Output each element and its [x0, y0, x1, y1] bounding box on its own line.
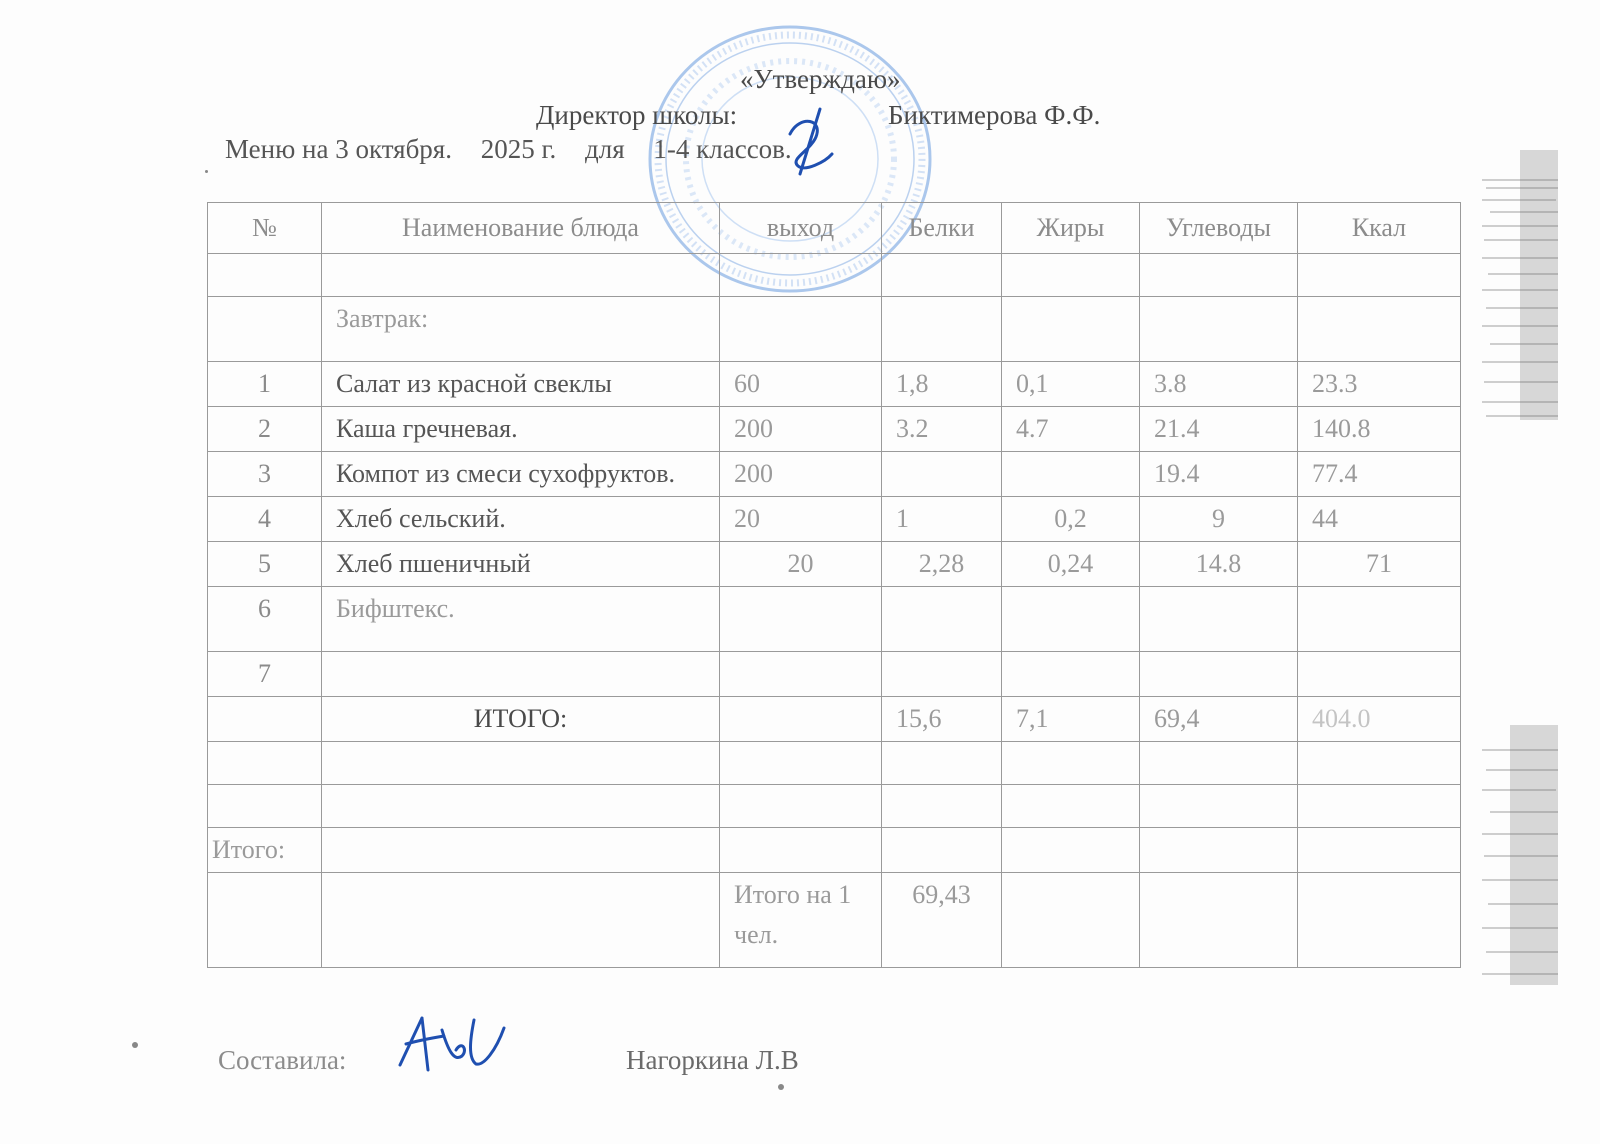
- total-row: [208, 697, 1461, 742]
- dish-kcal: 140.8: [1298, 407, 1461, 452]
- scan-dot: [205, 170, 208, 173]
- section-breakfast: Завтрак:: [322, 297, 720, 362]
- col-fat: Жиры: [1002, 203, 1140, 254]
- approve-heading: «Утверждаю»: [740, 64, 901, 94]
- dish-output: 200: [720, 407, 882, 452]
- dish-name: Хлеб пшеничный: [322, 542, 720, 587]
- director-name: Биктимерова Ф.Ф.: [888, 100, 1101, 130]
- table-row: [208, 407, 1461, 452]
- col-carbs: Углеводы: [1140, 203, 1298, 254]
- dish-kcal: 71: [1298, 542, 1461, 587]
- table-row: [208, 497, 1461, 542]
- scan-dot: [132, 1042, 138, 1048]
- menu-title-grades: 1-4 классов.: [653, 134, 792, 164]
- col-kcal: Ккал: [1298, 203, 1461, 254]
- menu-title-for: для: [585, 134, 625, 164]
- director-label: Директор школы:: [536, 100, 738, 130]
- row-number: 3: [208, 452, 322, 497]
- menu-title-year: 2025 г.: [480, 134, 557, 164]
- dish-name: Компот из смеси сухофруктов.: [322, 452, 720, 497]
- dish-carbs: 3.8: [1140, 362, 1298, 407]
- dish-fat: 0,24: [1002, 542, 1140, 587]
- total-fat: 7,1: [1002, 697, 1140, 742]
- row-number: 2: [208, 407, 322, 452]
- table-row: [208, 542, 1461, 587]
- dish-name: Бифштекс.: [322, 587, 720, 652]
- per-person-value: 69,43: [882, 873, 1002, 968]
- table-row: [208, 828, 1461, 873]
- dish-protein: 2,28: [882, 542, 1002, 587]
- dish-kcal: 44: [1298, 497, 1461, 542]
- dish-output: 20: [720, 497, 882, 542]
- dish-name: Салат из красной свеклы: [322, 362, 720, 407]
- scan-noise: [1480, 720, 1560, 990]
- row-number: 6: [208, 587, 322, 652]
- dish-fat: [1002, 452, 1140, 497]
- dish-fat: 0,1: [1002, 362, 1140, 407]
- per-person-row: [208, 873, 1461, 968]
- col-output: выход: [720, 203, 882, 254]
- total-carbs: 69,4: [1140, 697, 1298, 742]
- table-row: [208, 652, 1461, 697]
- dish-carbs: 19.4: [1140, 452, 1298, 497]
- compiled-label: Составила:: [218, 1045, 347, 1075]
- dish-name: Каша гречневая.: [322, 407, 720, 452]
- total-label: ИТОГО:: [322, 697, 720, 742]
- dish-fat: 4.7: [1002, 407, 1140, 452]
- dish-name: Хлеб сельский.: [322, 497, 720, 542]
- table-row: [208, 785, 1461, 828]
- dish-kcal: 23.3: [1298, 362, 1461, 407]
- col-number: №: [208, 203, 322, 254]
- menu-title: [225, 134, 814, 165]
- row-number: 4: [208, 497, 322, 542]
- table-row: [208, 254, 1461, 297]
- per-person-label: Итого на 1 чел.: [720, 873, 882, 968]
- col-protein: Белки: [882, 203, 1002, 254]
- grand-total-label: Итого:: [208, 828, 322, 873]
- dish-output: 200: [720, 452, 882, 497]
- dish-output: 60: [720, 362, 882, 407]
- scan-noise: [1480, 140, 1560, 425]
- row-number: 5: [208, 542, 322, 587]
- menu-table: [207, 202, 1461, 968]
- table-row: [208, 452, 1461, 497]
- dish-protein: 3.2: [882, 407, 1002, 452]
- menu-title-date: Меню на 3 октября.: [225, 134, 452, 164]
- total-kcal: 404.0: [1298, 697, 1461, 742]
- table-row: [208, 742, 1461, 785]
- dish-protein: [882, 452, 1002, 497]
- row-number: 1: [208, 362, 322, 407]
- dish-kcal: 77.4: [1298, 452, 1461, 497]
- table-row: [208, 587, 1461, 652]
- scan-dot: [778, 1084, 784, 1090]
- compiled-name: Нагоркина Л.В: [626, 1045, 799, 1075]
- dish-carbs: 14.8: [1140, 542, 1298, 587]
- dish-output: 20: [720, 542, 882, 587]
- table-header-row: [208, 203, 1461, 254]
- dish-carbs: 9: [1140, 497, 1298, 542]
- dish-carbs: 21.4: [1140, 407, 1298, 452]
- col-dish-name: Наименование блюда: [322, 203, 720, 254]
- row-number: 7: [208, 652, 322, 697]
- total-protein: 15,6: [882, 697, 1002, 742]
- dish-protein: 1: [882, 497, 1002, 542]
- dish-protein: 1,8: [882, 362, 1002, 407]
- table-row: [208, 297, 1461, 362]
- dish-fat: 0,2: [1002, 497, 1140, 542]
- table-row: [208, 362, 1461, 407]
- compiler-signature: [392, 1010, 512, 1080]
